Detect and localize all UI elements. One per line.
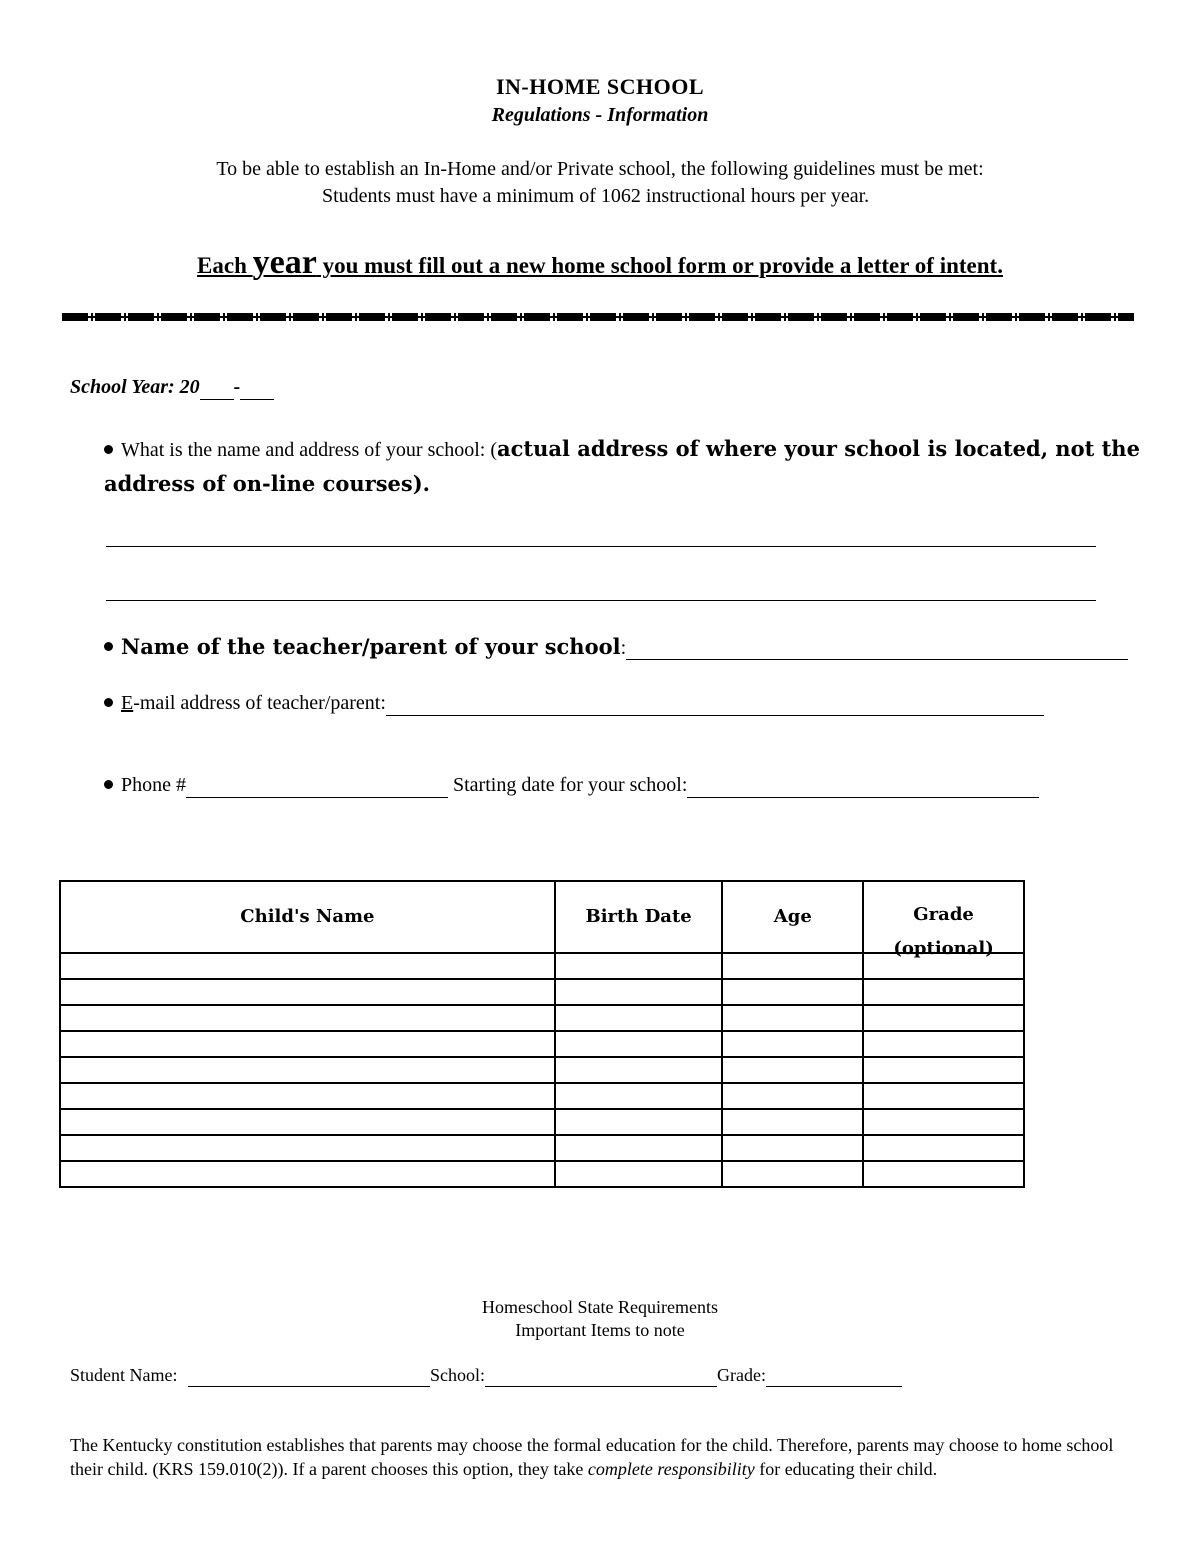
birth-date-cell[interactable] — [555, 1161, 723, 1187]
teacher-name-blank[interactable] — [626, 634, 1128, 660]
age-cell[interactable] — [722, 1031, 863, 1057]
school-year-label: School Year: 20 — [70, 376, 200, 398]
question-text: Name of the teacher/parent of your school — [121, 634, 621, 659]
table-row — [60, 1031, 1024, 1057]
student-info-line — [70, 1365, 902, 1387]
question-initial: E — [121, 692, 134, 714]
bullet-icon — [104, 445, 113, 454]
grade-cell[interactable] — [863, 1161, 1024, 1187]
bullet-icon — [104, 698, 113, 707]
age-cell[interactable] — [722, 1005, 863, 1031]
child-name-cell[interactable] — [60, 1005, 555, 1031]
table-row — [60, 1161, 1024, 1187]
child-name-cell[interactable] — [60, 979, 555, 1005]
column-header: Age — [722, 881, 863, 953]
child-name-cell[interactable] — [60, 1161, 555, 1187]
question-end: ). — [412, 471, 430, 496]
question-bold-text: actual address of where your school is located, not the address of on-line courses — [104, 436, 1140, 496]
school-address-line-2[interactable] — [106, 600, 1096, 601]
grade-label: Grade: — [717, 1365, 766, 1385]
child-name-cell[interactable] — [60, 1083, 555, 1109]
page-subtitle: Regulations - Information — [491, 104, 709, 126]
table-header-row — [60, 881, 1024, 953]
birth-date-cell[interactable] — [555, 953, 723, 979]
birth-date-cell[interactable] — [555, 1031, 723, 1057]
table-row — [60, 1083, 1024, 1109]
hours-requirement-text: Students must have a minimum of 1062 instructional hours per year. — [322, 185, 870, 207]
student-name-blank[interactable] — [188, 1365, 430, 1387]
phone-question — [104, 774, 1039, 798]
column-header: Child's Name — [60, 881, 555, 953]
grade-cell[interactable] — [863, 1109, 1024, 1135]
age-cell[interactable] — [722, 953, 863, 979]
birth-date-cell[interactable] — [555, 1005, 723, 1031]
child-name-cell[interactable] — [60, 1057, 555, 1083]
starting-date-label: Starting date for your school: — [448, 774, 688, 796]
email-question — [104, 692, 1044, 716]
phone-blank[interactable] — [186, 774, 448, 798]
school-year-start-blank[interactable] — [200, 376, 234, 400]
bullet-icon — [104, 642, 113, 651]
question-text: What is the name and address of your school: ( — [121, 439, 498, 461]
grade-cell[interactable] — [863, 1083, 1024, 1109]
table-row — [60, 1135, 1024, 1161]
grade-optional-note: (optional) — [893, 938, 994, 959]
table-row — [60, 979, 1024, 1005]
grade-cell[interactable] — [863, 1005, 1024, 1031]
grade-cell[interactable] — [863, 979, 1024, 1005]
student-name-label: Student Name: — [70, 1365, 178, 1385]
grade-cell[interactable] — [863, 1057, 1024, 1083]
page-title: IN-HOME SCHOOL — [495, 74, 705, 99]
school-year-separator: - — [233, 376, 241, 398]
children-table — [59, 880, 1025, 1188]
age-cell[interactable] — [722, 1161, 863, 1187]
child-name-cell[interactable] — [60, 1135, 555, 1161]
kentucky-text: The Kentucky constitution establishes that parents may choose the formal education for the child. Therefore, parents may choose to home school their child. (KRS 159.010(2)). If a parent chooses this option, they take — [70, 1435, 1114, 1479]
table-row — [60, 1005, 1024, 1031]
birth-date-cell[interactable] — [555, 1083, 723, 1109]
phone-label: Phone # — [121, 774, 186, 796]
age-cell[interactable] — [722, 979, 863, 1005]
birth-date-cell[interactable] — [555, 1135, 723, 1161]
birth-date-cell[interactable] — [555, 979, 723, 1005]
teacher-name-question — [104, 634, 1128, 660]
intro-text: To be able to establish an In-Home and/or Private school, the following guidelines must be met: — [216, 158, 984, 180]
birth-date-cell[interactable] — [555, 1057, 723, 1083]
grade-header-label: Grade — [913, 904, 974, 925]
starting-date-blank[interactable] — [687, 774, 1039, 798]
table-row — [60, 1057, 1024, 1083]
age-cell[interactable] — [722, 1057, 863, 1083]
requirements-title: Homeschool State Requirements — [482, 1297, 718, 1317]
birth-date-cell[interactable] — [555, 1109, 723, 1135]
age-cell[interactable] — [722, 1109, 863, 1135]
column-header: Birth Date — [555, 881, 723, 953]
school-blank[interactable] — [485, 1365, 717, 1387]
school-address-line-1[interactable] — [106, 546, 1096, 547]
table-row — [60, 1109, 1024, 1135]
section-divider — [62, 313, 1134, 321]
column-header-grade — [863, 881, 1024, 959]
school-year-end-blank[interactable] — [240, 376, 274, 400]
child-name-cell[interactable] — [60, 953, 555, 979]
age-cell[interactable] — [722, 1135, 863, 1161]
question-colon: : — [620, 637, 627, 659]
kentucky-constitution-text — [70, 1433, 1150, 1481]
annual-notice — [0, 244, 1200, 282]
kentucky-emphasis: complete responsibility — [587, 1459, 755, 1479]
bullet-icon — [104, 780, 113, 789]
notice-prefix: Each — [197, 253, 253, 278]
school-label: School: — [429, 1365, 485, 1385]
question-text: -mail address of teacher/parent: — [133, 692, 386, 714]
age-cell[interactable] — [722, 1083, 863, 1109]
school-year-field — [70, 376, 274, 400]
grade-cell[interactable] — [863, 1135, 1024, 1161]
requirements-subtitle: Important Items to note — [515, 1320, 685, 1340]
grade-blank[interactable] — [766, 1365, 902, 1387]
notice-emphasis: year — [252, 244, 317, 281]
child-name-cell[interactable] — [60, 1109, 555, 1135]
school-address-question — [104, 432, 1144, 502]
grade-cell[interactable] — [863, 1031, 1024, 1057]
child-name-cell[interactable] — [60, 1031, 555, 1057]
email-blank[interactable] — [386, 692, 1044, 716]
kentucky-text-end: for educating their child. — [754, 1459, 938, 1479]
notice-suffix: you must fill out a new home school form or provide a letter of intent. — [316, 253, 1003, 278]
